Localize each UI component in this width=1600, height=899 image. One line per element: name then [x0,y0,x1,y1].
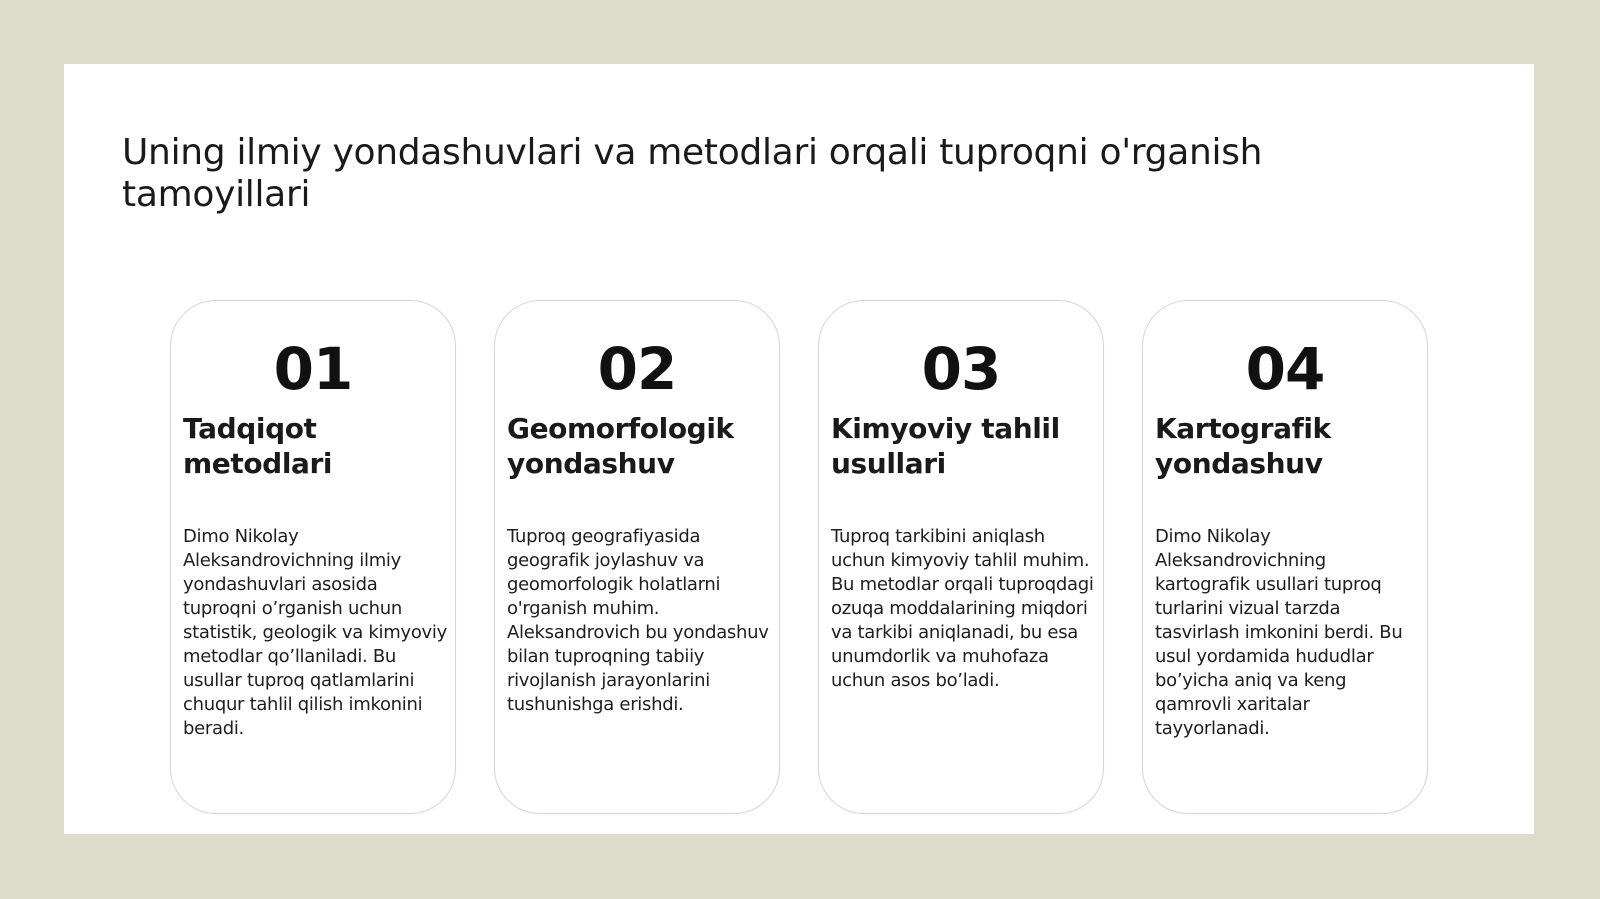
card-number: 04 [1245,335,1325,403]
card-text: Dimo Nikolay Aleksandrovichning ilmiy yondashuvlari asosida tuproqni o’rganish uchun statistik, geologik va kimyoviy metodlar qo’llaniladi. Bu usullar tuproq qatlamlarini chuqur tahlil qilish imkonini beradi. [183,526,447,739]
card-2 [494,300,780,814]
card-4 [1142,300,1428,814]
cards-row [170,300,1428,816]
card-text: Dimo Nikolay Aleksandrovichning kartografik usullari tuproq turlarini vizual tarzda tasvirlash imkonini berdi. Bu usul yordamida hududlar bo’yicha aniq va keng qamrovli xaritalar tayyorlanadi. [1155,526,1403,739]
card-number: 03 [921,335,1001,403]
card-number: 01 [273,335,353,403]
slide-panel [64,64,1534,834]
card-heading: Tadqiqot metodlari [183,412,333,480]
card-1 [170,300,456,814]
card-text: Tuproq tarkibini aniqlash uchun kimyoviy tahlil muhim. Bu metodlar orqali tuproqdagi ozuqa moddalarining miqdori va tarkibi aniqlanadi, bu esa unumdorlik va muhofaza uchun asos bo’ladi. [831,526,1094,691]
slide-title: Uning ilmiy yondashuvlari va metodlari orqali tuproqni o'rganish tamoyillari [122,132,1263,215]
card-3 [818,300,1104,814]
card-text: Tuproq geografiyasida geografik joylashuv va geomorfologik holatlarni o'rganish muhim. Aleksandrovich bu yondashuv bilan tuproqning tabiiy rivojlanish jarayonlarini tushunishga erishdi. [507,526,769,715]
card-number: 02 [597,335,677,403]
card-heading: Kartografik yondashuv [1155,412,1331,480]
card-heading: Kimyoviy tahlil usullari [831,412,1060,480]
card-heading: Geomorfologik yondashuv [507,412,734,480]
